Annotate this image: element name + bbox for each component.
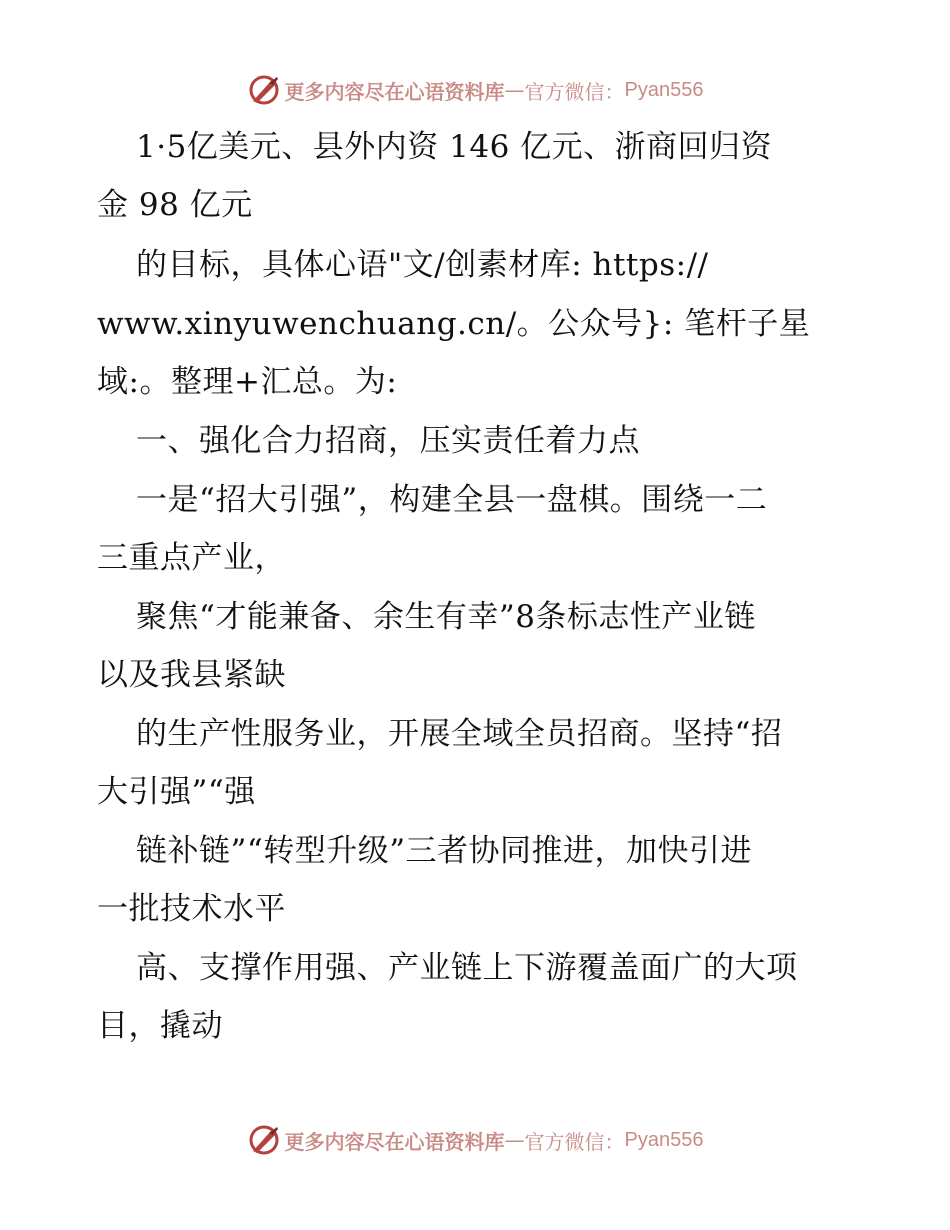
body-line: 域:。整理+汇总。为: [97, 364, 398, 400]
body-line: 的目标，具体心语"文/创素材库: https:// [136, 247, 709, 283]
pen-logo-icon [247, 73, 281, 107]
body-line: 聚焦“才能兼备、余生有幸”8条标志性产业链 [136, 599, 756, 635]
body-line: 1·5亿美元、县外内资 146 亿元、浙商回归资 [136, 129, 773, 165]
watermark-text: 更多内容尽在心语资料库 [284, 79, 505, 104]
section-heading: 一、强化合力招商，压实责任着力点 [136, 423, 640, 459]
body-line: 链补链”“转型升级”三者协同推进，加快引进 [136, 833, 753, 869]
body-line: 大引强”“强 [97, 774, 256, 810]
body-line: www.xinyuwenchuang.cn/。公众号}: 笔杆子星 [97, 306, 811, 342]
body-line: 高、支撑作用强、产业链上下游覆盖面广的大项 [136, 950, 798, 986]
body-line: 目，撬动 [97, 1008, 223, 1044]
body-line: 三重点产业， [97, 540, 286, 576]
body-line: 以及我县紧缺 [97, 657, 286, 693]
body-line: 金 98 亿元 [97, 187, 253, 223]
wechat-label: 官方微信： [524, 1129, 625, 1154]
header-watermark-banner [0, 70, 950, 110]
watermark-dash: — [504, 1128, 525, 1152]
footer-watermark-banner [0, 1120, 950, 1160]
pen-logo-icon [247, 1123, 281, 1157]
watermark-dash: — [504, 78, 525, 102]
body-line: 一批技术水平 [97, 891, 286, 927]
body-line: 一是“招大引强”，构建全县一盘棋。围绕一二 [136, 482, 768, 518]
watermark-text: 更多内容尽在心语资料库 [284, 1129, 505, 1154]
wechat-id: Pyan556 [624, 78, 704, 101]
wechat-label: 官方微信： [524, 79, 625, 104]
body-line: 的生产性服务业，开展全域全员招商。坚持“招 [136, 716, 783, 752]
wechat-id: Pyan556 [624, 1128, 704, 1151]
